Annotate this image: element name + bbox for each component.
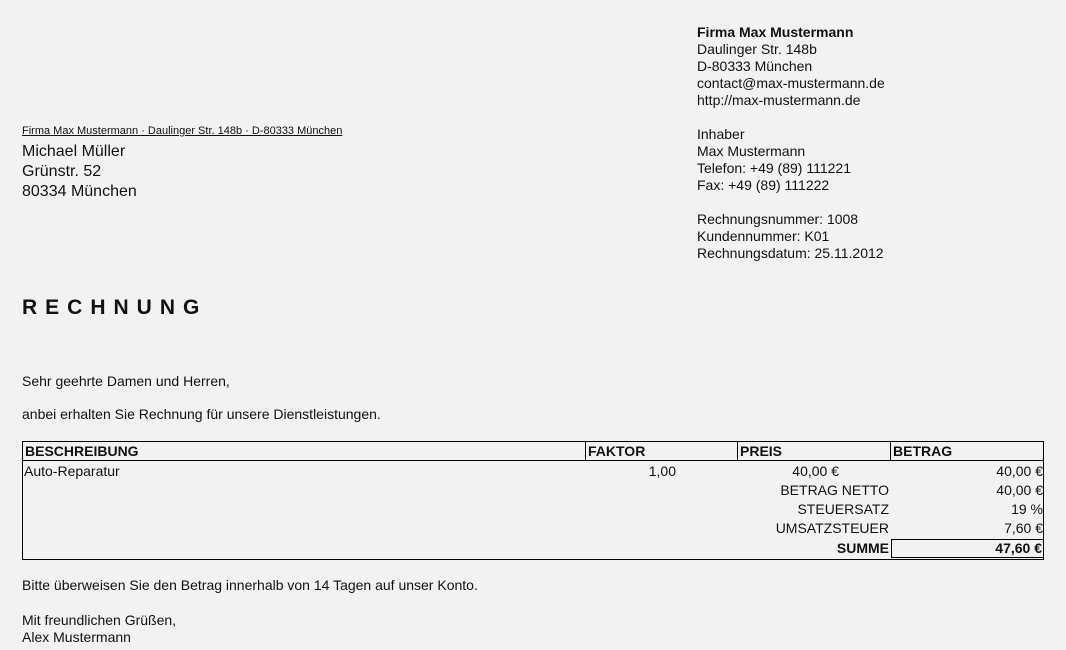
return-address: Firma Max Mustermann · Daulinger Str. 148b · D-80333 München [22,125,343,137]
sender-street: Daulinger Str. 148b [697,41,817,57]
greeting: Sehr geehrte Damen und Herren, [22,373,230,389]
signature: Alex Mustermann [22,629,131,645]
row-factor: 1,00 [648,463,676,479]
recipient-name: Michael Müller [22,143,126,160]
owner-fax: Fax: +49 (89) 111222 [697,177,830,193]
row-price: 40,00 € [792,463,839,479]
header-factor: FAKTOR [586,442,738,461]
row-amount: 40,00 € [996,463,1043,479]
owner-phone: Telefon: +49 (89) 111221 [697,160,851,176]
document-title: RECHNUNG [22,296,208,319]
tax-rate-label: STEUERSATZ [797,501,889,517]
recipient-city: 80334 München [22,183,137,200]
sender-web: http://max-mustermann.de [697,92,861,108]
invoice-meta [697,211,884,262]
sender-city: D-80333 München [697,58,813,74]
tax-rate-value: 19 % [1011,501,1043,517]
total-label: SUMME [836,540,889,556]
header-amount: BETRAG [891,442,1043,461]
net-label: BETRAG NETTO [780,482,889,498]
sender-block [697,24,885,109]
owner-label: Inhaber [697,126,745,142]
owner-block [697,126,851,194]
owner-name: Max Mustermann [697,143,806,159]
payment-note: Bitte überweisen Sie den Betrag innerhalb von 14 Tagen auf unser Konto. [22,577,478,593]
vat-value: 7,60 € [1004,520,1043,536]
recipient-street: Grünstr. 52 [22,163,102,180]
intro-text: anbei erhalten Sie Rechnung für unsere Dienstleistungen. [22,406,381,422]
recipient-block [22,142,137,202]
header-price: PREIS [738,442,891,461]
customer-number: Kundennummer: K01 [697,228,830,244]
total-value: 47,60 € [995,540,1042,556]
vat-label: UMSATZSTEUER [775,520,889,536]
row-description: Auto-Reparatur [24,463,120,479]
invoice-date: Rechnungsdatum: 25.11.2012 [697,245,884,261]
net-value: 40,00 € [996,482,1043,498]
sender-email: contact@max-mustermann.de [697,75,885,91]
sender-name: Firma Max Mustermann [697,24,854,40]
invoice-number: Rechnungsnummer: 1008 [697,211,859,227]
invoice-table [22,441,1044,560]
closing: Mit freundlichen Grüßen, [22,612,177,628]
header-description: BESCHREIBUNG [23,442,586,461]
